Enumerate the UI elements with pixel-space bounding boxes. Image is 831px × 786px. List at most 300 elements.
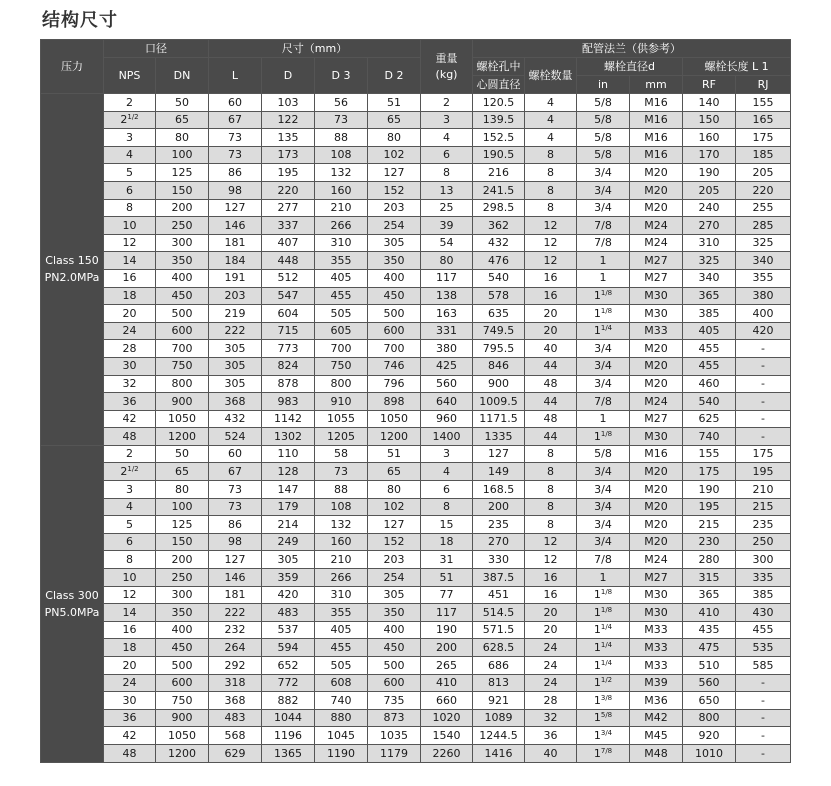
bolt-dia-in-cell-fraction: 1/8 [600, 289, 613, 298]
d2-cell-value: 254 [383, 218, 405, 232]
nps-cell-value: 42 [122, 412, 137, 426]
l-cell-value: 629 [224, 746, 246, 760]
bolt-dia-in-cell [577, 551, 630, 569]
bolt-len-rj-cell [736, 551, 791, 569]
l-cell [209, 199, 262, 217]
bolt-len-rj-cell [736, 621, 791, 639]
d3-cell [315, 481, 368, 499]
bolt-dia-mm-cell [630, 287, 683, 305]
bolt-dia-mm-cell-value: M30 [644, 306, 668, 320]
d-cell [262, 111, 315, 129]
bolt-circle-cell [473, 604, 525, 622]
l-cell [209, 569, 262, 587]
d2-cell-value: 51 [387, 447, 401, 461]
d-cell-value: 337 [277, 218, 299, 232]
table-row [41, 569, 791, 587]
nps-cell-value: 24 [122, 676, 137, 690]
d2-cell [368, 340, 421, 358]
nps-cell-fraction: 1/2 [127, 113, 139, 122]
weight-cell-value: 1540 [432, 728, 461, 742]
table-row [41, 639, 791, 657]
weight-cell [421, 199, 473, 217]
d2-cell-value: 873 [383, 711, 405, 725]
l-cell [209, 639, 262, 657]
nps-cell-value: 12 [122, 588, 137, 602]
bolt-len-rj-cell [736, 305, 791, 323]
d3-cell-value: 266 [330, 570, 352, 584]
bolt-len-rf-cell [683, 199, 736, 217]
l-cell-value: 203 [224, 289, 246, 303]
nps-cell-value: 4 [126, 500, 133, 514]
d2-cell [368, 744, 421, 762]
d2-cell [368, 322, 421, 340]
d-cell [262, 727, 315, 745]
weight-cell [421, 586, 473, 604]
dn-cell [156, 357, 209, 375]
table-row [41, 181, 791, 199]
bolt-dia-in-cell [577, 445, 630, 463]
d3-cell [315, 709, 368, 727]
dn-cell-value: 250 [171, 218, 193, 232]
bolt-dia-mm-cell-value: M27 [644, 253, 668, 267]
bolt-qty-cell-value: 24 [543, 640, 558, 654]
l-cell-value: 127 [224, 552, 246, 566]
d3-cell-value: 310 [330, 588, 352, 602]
bolt-circle-cell [473, 445, 525, 463]
bolt-dia-in-cell [577, 375, 630, 393]
d3-cell-value: 405 [330, 623, 352, 637]
bolt-dia-in-cell-value: 1 [593, 429, 601, 443]
d2-cell-value: 254 [383, 570, 405, 584]
bolt-qty-cell [525, 94, 577, 112]
dn-cell-value: 80 [175, 130, 189, 144]
bolt-dia-mm-cell-value: M27 [644, 271, 668, 285]
bolt-len-rj-cell [736, 234, 791, 252]
weight-cell [421, 357, 473, 375]
bolt-circle-cell [473, 692, 525, 710]
d2-cell-value: 1050 [380, 412, 408, 426]
bolt-qty-cell [525, 498, 577, 516]
bolt-len-rj-cell-value: 255 [752, 201, 774, 215]
bolt-dia-in-cell [577, 94, 630, 112]
d-cell-value: 537 [277, 623, 299, 637]
bolt-len-rj-cell-value: 355 [752, 271, 774, 285]
bolt-qty-cell-value: 16 [543, 588, 558, 602]
d2-cell-value: 65 [387, 113, 401, 127]
dn-cell [156, 569, 209, 587]
bolt-len-rf-cell-value: 190 [698, 165, 720, 179]
bolt-len-rf-cell-value: 385 [698, 306, 720, 320]
bolt-dia-mm-cell [630, 146, 683, 164]
nps-cell-value: 32 [122, 377, 137, 391]
d2-cell-value: 350 [383, 253, 405, 267]
bolt-circle-cell-value: 330 [488, 552, 509, 566]
dn-cell [156, 445, 209, 463]
bolt-dia-in-cell-value: 1 [593, 623, 601, 637]
bolt-dia-in-cell [577, 533, 630, 551]
weight-cell-value: 410 [436, 676, 457, 690]
bolt-qty-cell [525, 410, 577, 428]
bolt-qty-cell-value: 8 [547, 165, 554, 179]
nps-cell-value: 18 [122, 640, 137, 654]
bolt-circle-cell [473, 551, 525, 569]
bolt-len-rj-cell [736, 604, 791, 622]
weight-cell [421, 481, 473, 499]
weight-cell-value: 25 [439, 201, 454, 215]
bolt-circle-cell-value: 168.5 [482, 482, 515, 496]
dn-cell [156, 428, 209, 446]
bolt-dia-mm-cell [630, 551, 683, 569]
d-cell [262, 639, 315, 657]
bolt-qty-cell [525, 305, 577, 323]
l-cell-value: 368 [224, 693, 246, 707]
bolt-qty-cell [525, 463, 577, 481]
dn-cell-value: 900 [171, 711, 193, 725]
d2-header: D 2 [368, 58, 421, 94]
d-cell [262, 709, 315, 727]
bolt-dia-mm-cell-value: M33 [644, 640, 668, 654]
dn-cell-value: 65 [175, 465, 189, 479]
bolt-qty-cell [525, 604, 577, 622]
bolt-len-rf-cell [683, 463, 736, 481]
bolt-dia-in-cell-value: 1 [593, 588, 601, 602]
bolt-dia-in-cell-value: 5/8 [594, 148, 612, 162]
weight-cell [421, 146, 473, 164]
dn-cell [156, 94, 209, 112]
weight-cell [421, 657, 473, 675]
dn-cell-value: 300 [171, 236, 193, 250]
bolt-qty-cell-value: 12 [543, 552, 558, 566]
bolt-dia-in-cell-value: 3/4 [594, 183, 612, 197]
bolt-qty-cell [525, 181, 577, 199]
l-cell-value: 98 [228, 183, 242, 197]
d2-cell [368, 146, 421, 164]
d-cell [262, 692, 315, 710]
bolt-dia-mm-cell [630, 234, 683, 252]
bolt-len-rf-cell-value: 740 [698, 429, 720, 443]
nps-cell-value: 28 [122, 341, 137, 355]
weight-cell-value: 163 [436, 306, 457, 320]
nps-cell [104, 428, 156, 446]
dn-cell-value: 500 [171, 306, 193, 320]
bolt-dia-mm-cell-value: M30 [644, 605, 668, 619]
d-cell [262, 621, 315, 639]
weight-cell [421, 709, 473, 727]
bolt-dia-in-cell-fraction: 1/4 [600, 640, 613, 649]
l-cell [209, 94, 262, 112]
weight-cell-value: 117 [436, 605, 457, 619]
bolt-len-rf-cell [683, 375, 736, 393]
bolt-circle-cell [473, 129, 525, 147]
d-cell [262, 533, 315, 551]
d3-cell [315, 375, 368, 393]
bolt-qty-cell-value: 48 [543, 412, 558, 426]
bolt-circle-cell [473, 744, 525, 762]
bolt-len-rj-cell [736, 129, 791, 147]
l-cell-value: 318 [224, 676, 246, 690]
bolt-qty-cell-value: 8 [547, 517, 554, 531]
bolt-circle-cell-value: 451 [488, 588, 509, 602]
bolt-dia-in-cell [577, 287, 630, 305]
bolt-len-rj-cell-value: 210 [752, 482, 774, 496]
d-cell-value: 1302 [274, 429, 302, 443]
bolt-dia-mm-cell-value: M30 [644, 429, 668, 443]
bolt-len-rf-cell-value: 560 [698, 676, 720, 690]
weight-cell-value: 3 [443, 113, 450, 127]
weight-cell [421, 674, 473, 692]
d-cell [262, 199, 315, 217]
bolt-len-rj-cell-value: 420 [752, 324, 774, 338]
dn-cell [156, 269, 209, 287]
d2-cell-value: 350 [383, 605, 405, 619]
d2-cell-value: 102 [383, 500, 405, 514]
bolt-dia-in-cell-fraction: 1/4 [600, 623, 613, 632]
dn-cell-value: 125 [171, 517, 193, 531]
table-row [41, 340, 791, 358]
d-cell [262, 481, 315, 499]
d3-cell [315, 657, 368, 675]
weight-cell [421, 164, 473, 182]
bolt-dia-mm-cell [630, 428, 683, 446]
d-cell-value: 824 [277, 359, 299, 373]
table-row [41, 516, 791, 534]
dn-cell-value: 900 [171, 394, 193, 408]
weight-cell [421, 551, 473, 569]
bolt-len-rj-cell-value: 535 [752, 640, 774, 654]
nps-cell [104, 709, 156, 727]
nps-cell [104, 94, 156, 112]
bolt-dia-in-cell-value: 3/4 [594, 359, 612, 373]
nps-cell-value: 2 [126, 95, 133, 109]
d-cell-value: 547 [277, 289, 299, 303]
bolt-len-rf-cell [683, 727, 736, 745]
bolt-dia-mm-cell-value: M36 [644, 693, 668, 707]
bolt-len-rj-cell [736, 709, 791, 727]
bolt-len-rj-cell [736, 657, 791, 675]
bolt-circle-cell-value: 795.5 [482, 341, 515, 355]
bolt-dia-mm-cell-value: M27 [644, 570, 668, 584]
d3-cell [315, 410, 368, 428]
bolt-dia-mm-cell-value: M33 [644, 658, 668, 672]
bolt-dia-mm-cell-value: M20 [644, 517, 668, 531]
bolt-len-rf-cell-value: 475 [698, 640, 720, 654]
l-cell [209, 744, 262, 762]
bolt-len-rj-cell-value: - [761, 412, 766, 426]
l-cell [209, 516, 262, 534]
d3-cell-value: 608 [330, 676, 352, 690]
bolt-len-rf-cell-value: 315 [698, 570, 720, 584]
d3-cell-value: 210 [330, 552, 352, 566]
table-row [41, 604, 791, 622]
bolt-len-rj-cell-value: 325 [752, 236, 774, 250]
d3-cell [315, 94, 368, 112]
bolt-circle-cell-value: 149 [488, 465, 509, 479]
bolt-dia-mm-cell [630, 164, 683, 182]
weight-cell [421, 498, 473, 516]
nps-cell-value: 10 [122, 570, 137, 584]
bolt-qty-cell-value: 12 [543, 535, 558, 549]
d3-cell [315, 305, 368, 323]
bolt-len-rj-cell-value: 250 [752, 535, 774, 549]
bolt-dia-in-cell [577, 498, 630, 516]
weight-cell-value: 80 [439, 253, 454, 267]
d3-cell [315, 604, 368, 622]
bolt-dia-mm-cell [630, 111, 683, 129]
d2-cell-value: 203 [383, 552, 405, 566]
dn-cell [156, 481, 209, 499]
bolt-circle-cell [473, 516, 525, 534]
d-cell-value: 1196 [274, 728, 302, 742]
l-cell [209, 533, 262, 551]
dn-cell [156, 287, 209, 305]
bolt-dia-in-cell-value: 1 [593, 658, 601, 672]
d3-header: D 3 [315, 58, 368, 94]
bolt-len-rj-cell [736, 516, 791, 534]
d-cell-value: 305 [277, 552, 299, 566]
weight-cell [421, 516, 473, 534]
weight-cell-value: 660 [436, 693, 457, 707]
bolt-qty-cell-value: 12 [543, 253, 558, 267]
d2-cell-value: 80 [387, 130, 401, 144]
bolt-dia-mm-cell-value: M30 [644, 289, 668, 303]
bolt-dia-mm-cell [630, 410, 683, 428]
table-row [41, 586, 791, 604]
bolt-len-rf-cell [683, 445, 736, 463]
l-cell-value: 368 [224, 394, 246, 408]
bolt-len-rj-cell-value: 300 [752, 552, 774, 566]
weight-cell [421, 744, 473, 762]
bolt-dia-in-cell [577, 305, 630, 323]
d2-cell [368, 393, 421, 411]
l-cell-value: 483 [224, 711, 246, 725]
bolt-dia-in-cell-value: 7/8 [594, 218, 612, 232]
bolt-len-rj-cell-value: 430 [752, 605, 774, 619]
d-cell-value: 220 [277, 183, 299, 197]
bolt-len-rj-cell [736, 375, 791, 393]
l-cell-value: 127 [224, 201, 246, 215]
l-cell [209, 551, 262, 569]
bolt-len-rj-cell [736, 252, 791, 270]
weight-cell-value: 380 [436, 341, 457, 355]
bolt-dia-in-cell-value: 1 [593, 640, 601, 654]
bolt-circle-cell [473, 94, 525, 112]
d-cell [262, 269, 315, 287]
dn-cell-value: 1050 [168, 728, 196, 742]
bolt-dia-mm-cell-value: M24 [644, 394, 668, 408]
bolt-circle-cell [473, 164, 525, 182]
d2-cell [368, 621, 421, 639]
bolt-circle-cell [473, 287, 525, 305]
bolt-len-rf-cell [683, 181, 736, 199]
bolt-dia-in-cell-fraction: 1/8 [600, 306, 613, 315]
d2-cell-value: 500 [383, 306, 405, 320]
d2-cell-value: 1035 [380, 728, 408, 742]
l-cell-value: 222 [224, 605, 246, 619]
bolt-circle-cell-value: 200 [488, 500, 509, 514]
bolt-circle-cell-value: 1171.5 [479, 412, 518, 426]
bolt-dia-in-cell-value: 3/4 [594, 465, 612, 479]
nps-cell [104, 287, 156, 305]
weight-cell [421, 727, 473, 745]
bolt-len-rf-cell [683, 586, 736, 604]
weight-cell [421, 269, 473, 287]
bolt-dia-in-cell-value: 1 [593, 728, 601, 742]
bolt-circle-header-line2: 心圆直径 [473, 76, 525, 94]
nps-cell-value: 30 [122, 693, 137, 707]
bolt-dia-in-cell [577, 481, 630, 499]
bolt-len-header: 螺栓长度 L 1 [683, 58, 791, 76]
bolt-dia-in-cell [577, 199, 630, 217]
bolt-qty-cell [525, 111, 577, 129]
bolt-circle-cell-value: 139.5 [482, 113, 515, 127]
d2-cell [368, 428, 421, 446]
d2-cell-value: 1200 [380, 429, 408, 443]
bolt-dia-in-cell [577, 322, 630, 340]
bolt-len-rj-cell-value: - [761, 429, 766, 443]
table-row [41, 621, 791, 639]
d3-cell-value: 355 [330, 253, 352, 267]
nps-cell [104, 445, 156, 463]
d3-cell-value: 750 [330, 359, 352, 373]
bolt-len-rj-cell [736, 674, 791, 692]
weight-header-line1: 重量 [435, 52, 458, 65]
d2-cell [368, 481, 421, 499]
dn-cell-value: 500 [171, 658, 193, 672]
bolt-len-rf-cell-value: 455 [698, 359, 720, 373]
bolt-qty-cell [525, 217, 577, 235]
weight-cell [421, 692, 473, 710]
bolt-qty-cell-value: 20 [543, 324, 558, 338]
bolt-qty-cell-value: 8 [547, 447, 554, 461]
bolt-len-rf-cell [683, 551, 736, 569]
bolt-dia-mm-cell-value: M20 [644, 201, 668, 215]
bolt-dia-mm-cell-value: M33 [644, 324, 668, 338]
d2-cell [368, 287, 421, 305]
bolt-dia-in-cell-value: 1 [599, 271, 607, 285]
d2-cell [368, 692, 421, 710]
nps-cell [104, 498, 156, 516]
l-cell-value: 232 [224, 623, 246, 637]
d2-cell-value: 450 [383, 640, 405, 654]
bolt-dia-header: 螺栓直径d [577, 58, 683, 76]
bolt-len-rf-cell-value: 650 [698, 693, 720, 707]
bolt-len-rf-cell [683, 674, 736, 692]
d-cell [262, 322, 315, 340]
l-cell-value: 73 [228, 500, 242, 514]
bolt-dia-mm-cell-value: M24 [644, 236, 668, 250]
bolt-dia-in-cell-value: 3/4 [594, 341, 612, 355]
dn-cell [156, 181, 209, 199]
bolt-circle-cell [473, 375, 525, 393]
bolt-qty-cell-value: 16 [543, 271, 558, 285]
nps-header: NPS [104, 58, 156, 94]
bolt-len-rf-cell-value: 625 [698, 412, 720, 426]
d3-cell-value: 56 [334, 95, 348, 109]
table-row [41, 111, 791, 129]
bolt-len-rf-cell-value: 310 [698, 236, 720, 250]
bolt-dia-in-cell-fraction: 1/8 [600, 588, 613, 597]
nps-cell [104, 340, 156, 358]
bolt-qty-cell [525, 164, 577, 182]
bolt-dia-mm-cell [630, 252, 683, 270]
d2-cell-value: 305 [383, 236, 405, 250]
d2-cell [368, 551, 421, 569]
d-cell [262, 604, 315, 622]
bolt-dia-mm-cell-value: M45 [644, 728, 668, 742]
nps-cell-value: 3 [126, 130, 133, 144]
bolt-len-rf-cell [683, 709, 736, 727]
dn-cell-value: 200 [171, 552, 193, 566]
